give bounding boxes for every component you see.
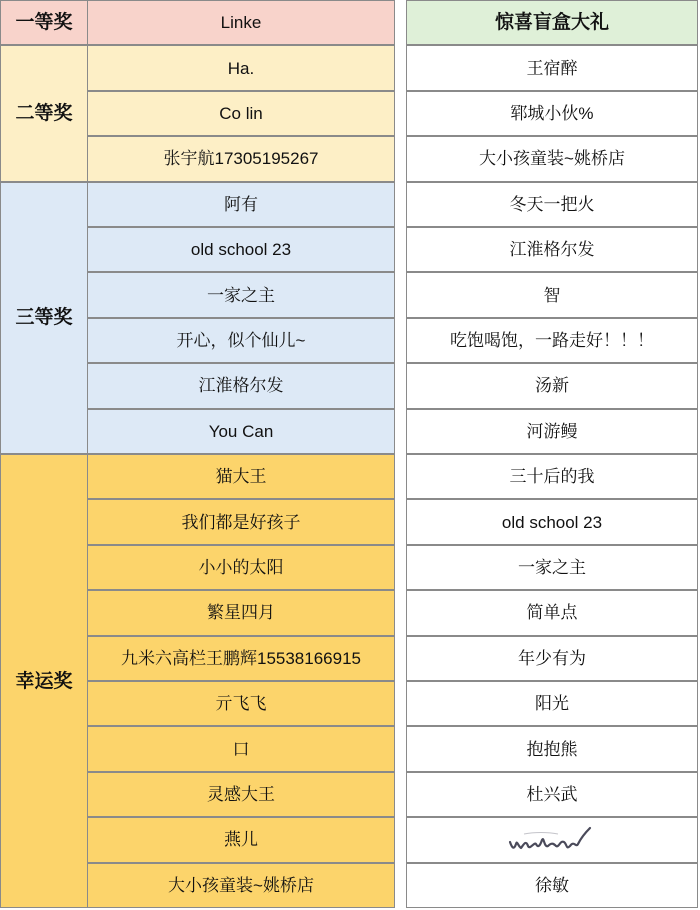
lucky-prize-label: 幸运奖: [0, 454, 88, 908]
prize-name-cell: 吃饱喝饱，一路走好！！！: [406, 318, 698, 363]
prize-name-cell: 徐敏: [406, 863, 698, 908]
winner-name-cell: 燕儿: [88, 817, 395, 862]
prize-name-cell: 三十后的我: [406, 454, 698, 499]
winner-name-cell: 我们都是好孩子: [88, 499, 395, 544]
first-prize-winner: Linke: [88, 0, 395, 45]
third-prize-label: 三等奖: [0, 182, 88, 454]
prize-name-cell: 大小孩童装~姚桥店: [406, 136, 698, 181]
winner-name-cell: 九米六高栏王鹏辉15538166915: [88, 636, 395, 681]
prize-name-cell: 郓城小伙%: [406, 91, 698, 136]
winner-name-cell: 开心，似个仙儿~: [88, 318, 395, 363]
winner-name-cell: 亓飞飞: [88, 681, 395, 726]
second-prize-label: 二等奖: [0, 45, 88, 181]
handwritten-signature-icon: [504, 822, 600, 858]
prize-name-cell: 王宿醉: [406, 45, 698, 90]
prize-column-title: 惊喜盲盒大礼: [406, 0, 698, 45]
prize-signature-cell: [406, 817, 698, 862]
first-prize-label: 一等奖: [0, 0, 88, 45]
prize-name-cell: 阳光: [406, 681, 698, 726]
column-gap: [395, 0, 406, 910]
prize-name-cell: 一家之主: [406, 545, 698, 590]
prize-name-cell: 冬天一把火: [406, 182, 698, 227]
winner-name-cell: You Can: [88, 409, 395, 454]
winner-name-cell: 灵感大王: [88, 772, 395, 817]
winner-name-cell: 猫大王: [88, 454, 395, 499]
winner-name-cell: old school 23: [88, 227, 395, 272]
winner-name-cell: 张宇航17305195267: [88, 136, 395, 181]
prize-name-cell: 汤新: [406, 363, 698, 408]
winner-name-cell: 口: [88, 726, 395, 771]
winner-name-cell: 阿有: [88, 182, 395, 227]
prize-name-cell: 江淮格尔发: [406, 227, 698, 272]
winner-name-cell: 江淮格尔发: [88, 363, 395, 408]
winner-name-cell: 大小孩童装~姚桥店: [88, 863, 395, 908]
winner-name-cell: 小小的太阳: [88, 545, 395, 590]
prize-name-cell: old school 23: [406, 499, 698, 544]
prize-name-cell: 抱抱熊: [406, 726, 698, 771]
prize-name-cell: 简单点: [406, 590, 698, 635]
prize-name-cell: 河游鳗: [406, 409, 698, 454]
winner-name-cell: 繁星四月: [88, 590, 395, 635]
winner-name-cell: Co lin: [88, 91, 395, 136]
prize-name-cell: 杜兴武: [406, 772, 698, 817]
winner-name-cell: Ha.: [88, 45, 395, 90]
winner-name-cell: 一家之主: [88, 272, 395, 317]
prize-name-cell: 年少有为: [406, 636, 698, 681]
prize-name-cell: 智: [406, 272, 698, 317]
